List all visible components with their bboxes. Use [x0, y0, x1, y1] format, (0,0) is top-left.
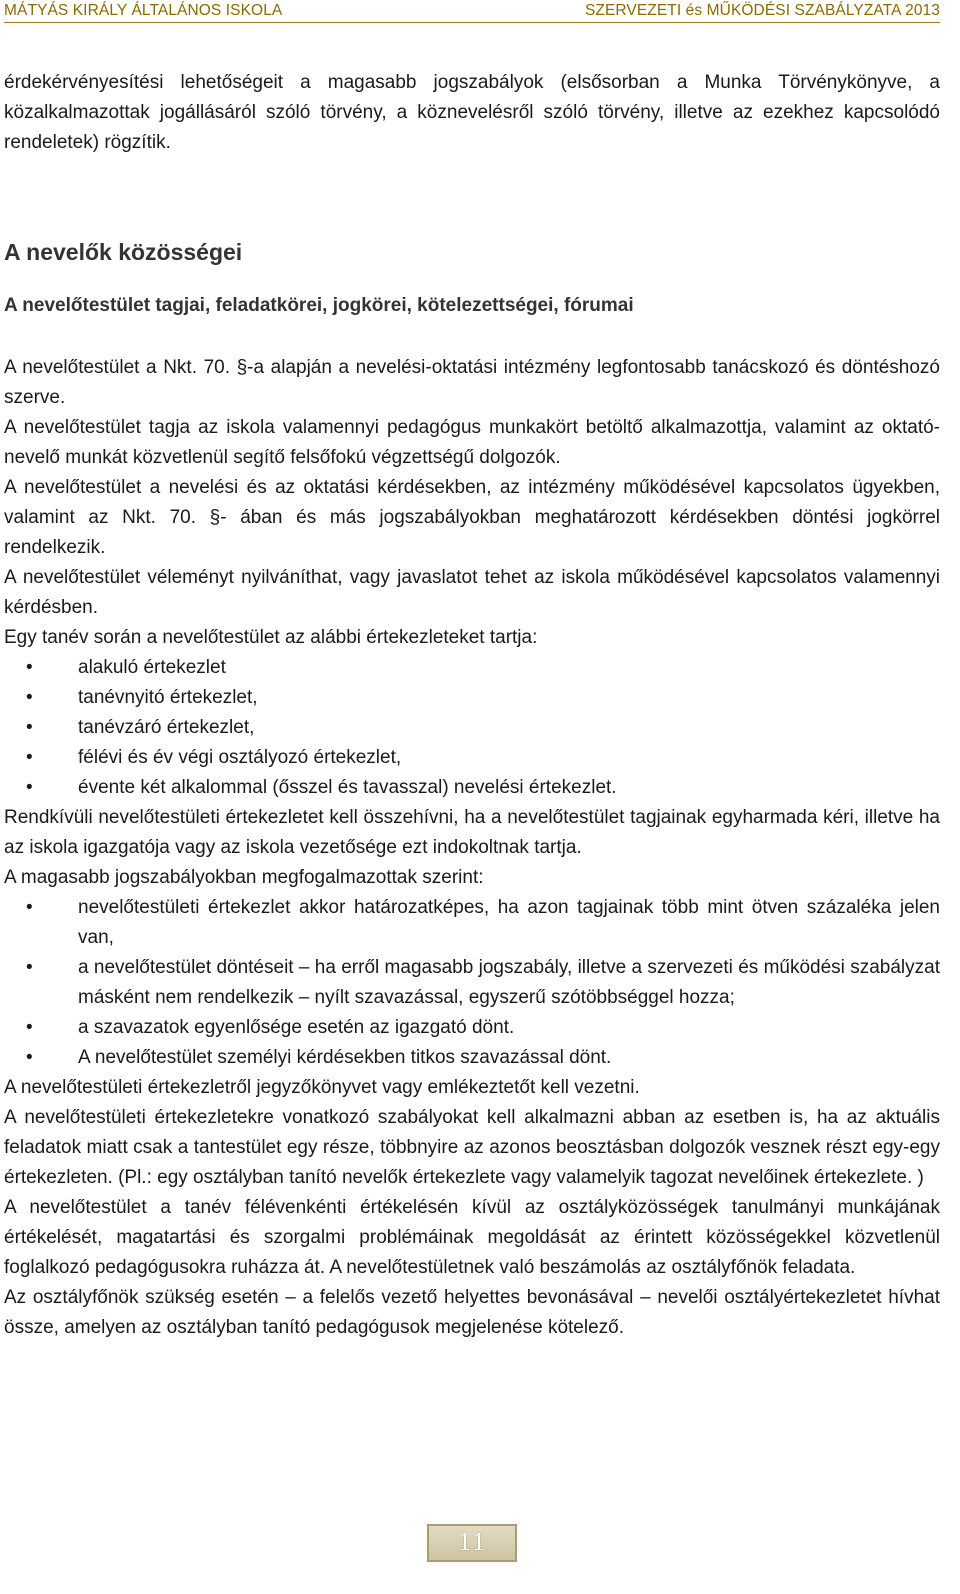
list-item [4, 1013, 940, 1043]
page-header [4, 0, 940, 23]
list-item-text: tanévnyitó értekezlet, [78, 687, 258, 708]
list-item-text: a szavazatok egyenlősége esetén az igazgató dönt. [78, 1017, 515, 1038]
list-item-text: a nevelőtestület döntéseit – ha erről magasabb jogszabály, illetve a szervezeti és működési szabályzat másként nem rendelkezik – nyílt szavazással, egyszerű szótöbbséggel hozza; [78, 957, 940, 1008]
list-item [4, 683, 940, 713]
paragraph: Egy tanév során a nevelőtestület az alábbi értekezleteket tartja: [4, 627, 538, 648]
list-item [4, 1043, 940, 1073]
bullet-icon: • [26, 957, 33, 978]
paragraph: A magasabb jogszabályokban megfogalmazottak szerint: [4, 867, 484, 888]
page-content [4, 68, 940, 1343]
bullet-icon: • [26, 657, 33, 678]
list-item-text: évente két alkalommal (ősszel és tavasszal) nevelési értekezlet. [78, 777, 617, 798]
rules-list [4, 893, 940, 1073]
paragraph: A nevelőtestület véleményt nyilváníthat, vagy javaslatot tehet az iskola működésével kapcsolatos valamennyi kérdésben. [4, 567, 940, 618]
paragraph: A nevelőtestületi értekezletről jegyzőkönyvet vagy emlékeztetőt kell vezetni. [4, 1077, 640, 1098]
list-item-text: félévi és év végi osztályozó értekezlet, [78, 747, 402, 768]
list-item [4, 653, 940, 683]
paragraph: A nevelőtestület a tanév félévenkénti értékelésén kívül az osztályközösségek tanulmányi munkájának értékelését, magatartási és szorgalmi problémáinak megoldását az érintett közösségekkel közvetlenül foglalkozó pedagógusokra ruházza át. A nevelőtestületnek való beszámolás az osztályfőnök feladata. [4, 1197, 940, 1278]
bullet-icon: • [26, 1017, 33, 1038]
bullet-icon: • [26, 717, 33, 738]
list-item [4, 773, 940, 803]
list-item-text: nevelőtestületi értekezlet akkor határozatképes, ha azon tagjainak több mint ötven százaléka jelen van, [78, 897, 940, 948]
paragraph: Az osztályfőnök szükség esetén – a felelős vezető helyettes bevonásával – nevelői osztályértekezletet hívhat össze, amelyen az osztályban tanító pedagógusok megjelenése kötelező. [4, 1287, 940, 1338]
paragraph: A nevelőtestület a nevelési és az oktatási kérdésekben, az intézmény működésével kapcsolatos ügyekben, valamint az Nkt. 70. §- ában és más jogszabályokban meghatározott kérdésekben döntési jogkörrel rendelkezik. [4, 477, 940, 558]
paragraph-group-1 [4, 353, 940, 653]
bullet-icon: • [26, 1047, 33, 1068]
page-number-badge [427, 1524, 517, 1562]
paragraph: A nevelőtestületi értekezletekre vonatkozó szabályokat kell alkalmazni abban az esetben is, ha az aktuális feladatok miatt csak a tantestület egy része, többnyire az azonos beosztásban dolgozók vesznek részt egy-egy értekezleten. (Pl.: egy osztályban tanító nevelők értekezlete vagy valamelyik tagozat nevelőinek értekezlete. ) [4, 1107, 940, 1188]
paragraph: Rendkívüli nevelőtestületi értekezletet kell összehívni, ha a nevelőtestület tagjainak egyharmada kéri, illetve ha az iskola igazgatója vagy az iskola vezetősége ezt indokoltnak tartja. [4, 807, 940, 858]
bullet-icon: • [26, 687, 33, 708]
header-school-name: MÁTYÁS KIRÁLY ÁLTALÁNOS ISKOLA [4, 2, 283, 19]
bullet-icon: • [26, 777, 33, 798]
bullet-icon: • [26, 897, 33, 918]
intro-paragraph: érdekérvényesítési lehetőségeit a magasabb jogszabályok (elsősorban a Munka Törvénykönyve, a közalkalmazottak jogállásáról szóló törvény, a köznevelésről szóló törvény, illetve az ezekhez kapcsolódó rendeletek) rögzítik. [4, 72, 940, 153]
list-item-text: alakuló értekezlet [78, 657, 226, 678]
header-document-title: SZERVEZETI és MŰKÖDÉSI SZABÁLYZATA 2013 [584, 2, 940, 19]
list-item [4, 953, 940, 1013]
list-item-text: tanévzáró értekezlet, [78, 717, 255, 738]
list-item-text: A nevelőtestület személyi kérdésekben titkos szavazással dönt. [78, 1047, 612, 1068]
list-item [4, 713, 940, 743]
paragraph: A nevelőtestület a Nkt. 70. §-a alapján a nevelési-oktatási intézmény legfontosabb tanácskozó és döntéshozó szerve. [4, 357, 940, 408]
paragraph: A nevelőtestület tagja az iskola valamennyi pedagógus munkakört betöltő alkalmazottja, valamint az oktató-nevelő munkát közvetlenül segítő felsőfokú végzettségű dolgozók. [4, 417, 940, 468]
subsection-title: A nevelőtestület tagjai, feladatkörei, jogkörei, kötelezettségei, fórumai [4, 295, 634, 316]
list-item [4, 893, 940, 953]
bullet-icon: • [26, 747, 33, 768]
list-item [4, 743, 940, 773]
section-title: A nevelők közösségei [4, 239, 243, 265]
page-number: 11 [458, 1530, 486, 1556]
meetings-list [4, 653, 940, 803]
